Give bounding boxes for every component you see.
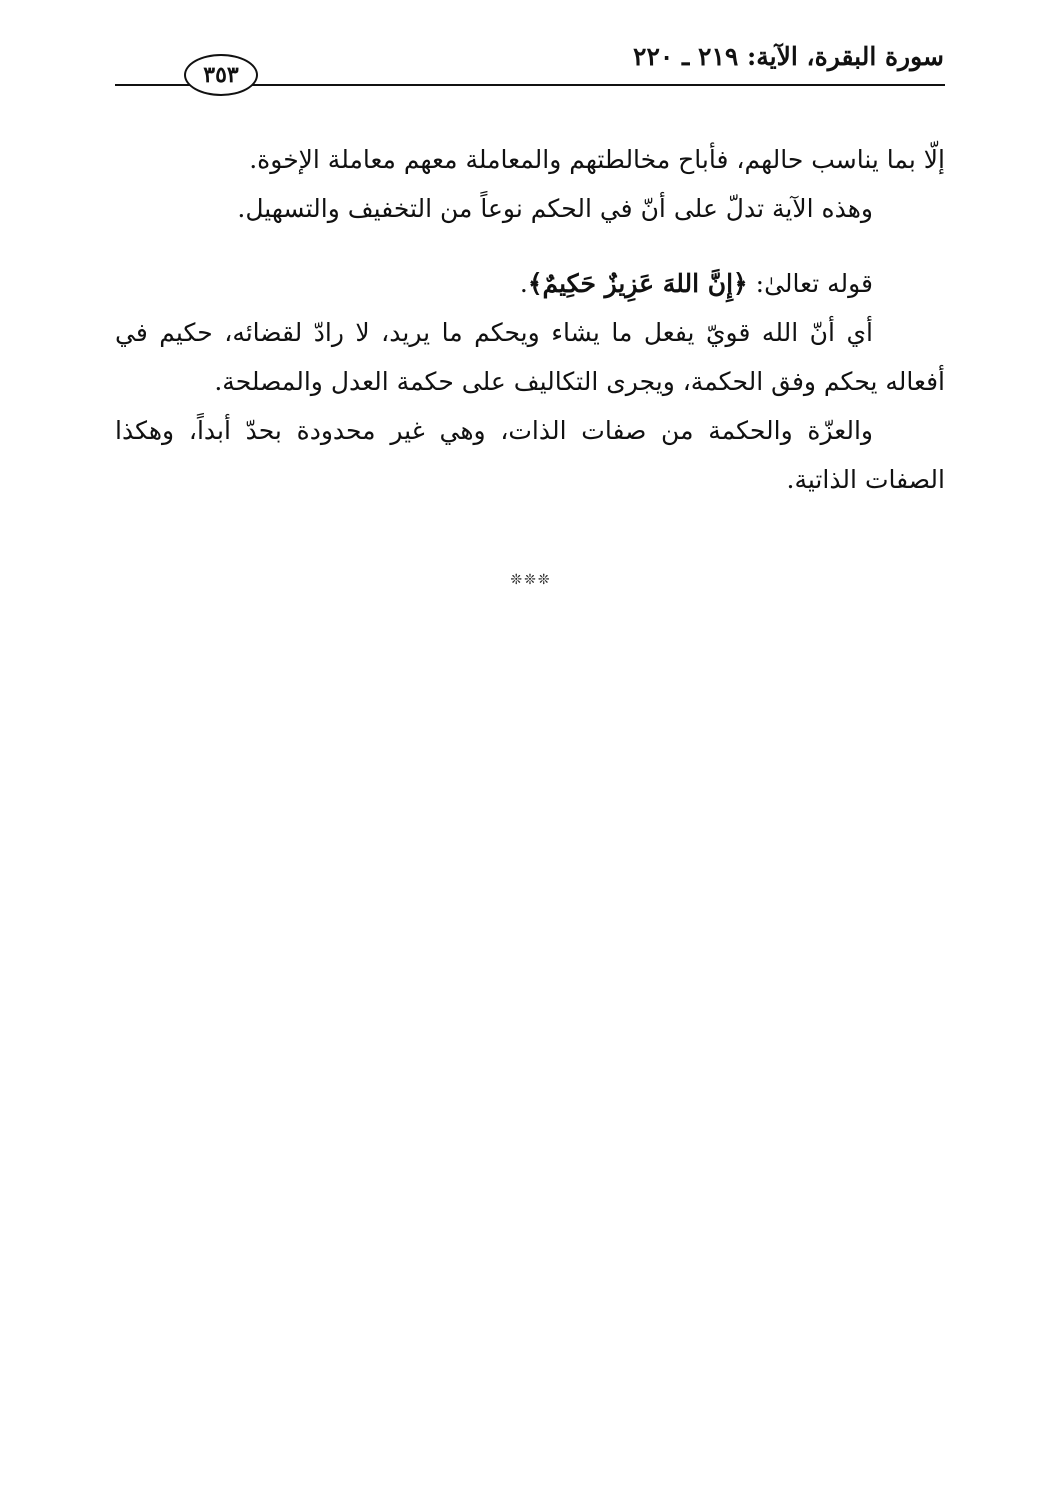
page-header-title: سورة البقرة، الآية: ٢١٩ ـ ٢٢٠ <box>633 42 944 71</box>
body-line: إلّا بما يناسب حالهم، فأباح مخالطتهم والمعاملة معهم معاملة الإخوة. <box>249 145 945 174</box>
body-paragraph: أي أنّ الله قويّ يفعل ما يشاء ويحكم ما يريد، لا رادّ لقضائه، حكيم في أفعاله يحكم وفق الحكمة، ويجرى التكاليف على حكمة العدل والمصلحة. <box>115 318 945 396</box>
verse-end: . <box>519 269 528 298</box>
quran-verse: ﴿إِنَّ اللهَ عَزِيزٌ حَكِيمٌ﴾ <box>527 269 748 298</box>
verse-intro: قوله تعالىٰ: <box>747 269 873 298</box>
body-paragraph: والعزّة والحكمة من صفات الذات، وهي غير محدودة بحدّ أبداً، وهكذا الصفات الذاتية. <box>115 416 945 494</box>
body-line: وهذه الآية تدلّ على أنّ في الحكم نوعاً من التخفيف والتسهيل. <box>237 194 873 223</box>
page-body <box>115 135 945 504</box>
section-separator: ❊❊❊ <box>510 572 552 588</box>
page-number: ٣٥٣ <box>184 54 258 96</box>
verse-line <box>115 259 945 308</box>
